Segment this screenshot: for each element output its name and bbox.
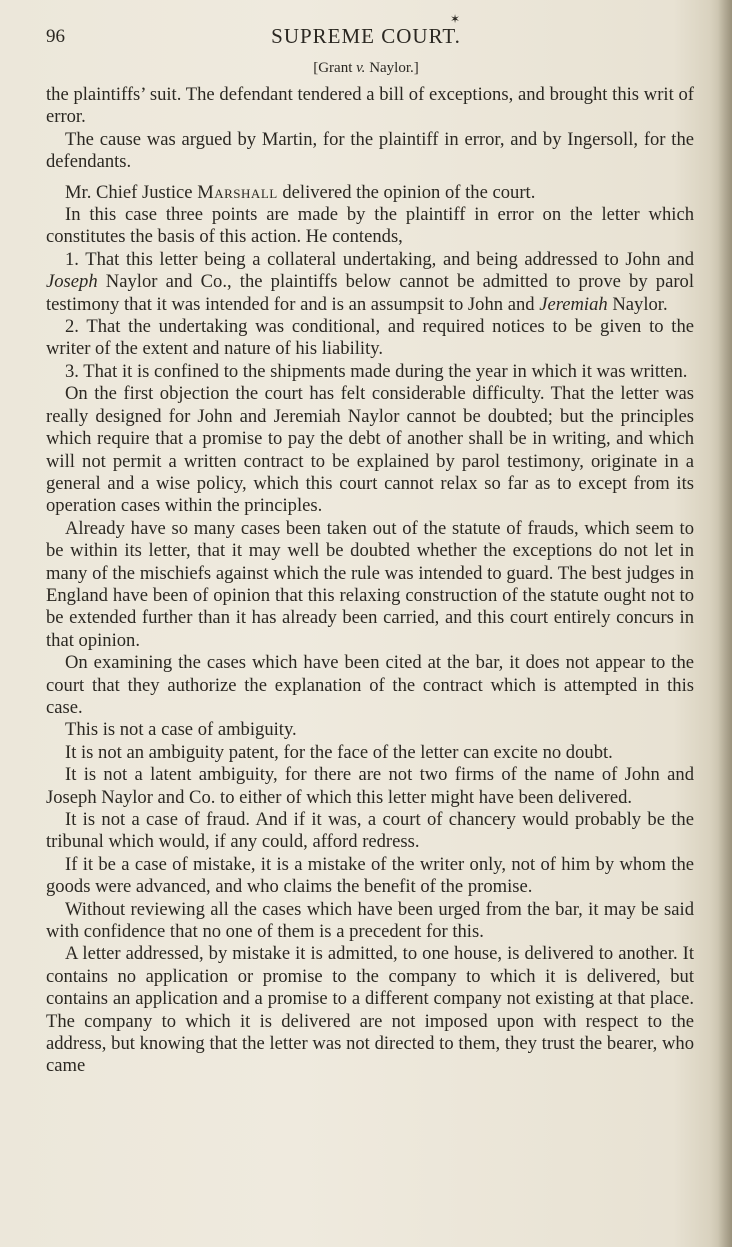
- printer-mark-icon: ✶: [450, 12, 461, 26]
- paragraph-5: [46, 249, 694, 316]
- paragraph-2: The cause was argued by Martin, for the plaintiff in error, and by Ingersoll, for the defendants.: [46, 128, 694, 173]
- paragraph-5-a: 1. That this letter being a collateral undertaking, and being addressed to John and: [65, 248, 694, 270]
- paragraph-10: On examining the cases which have been cited at the bar, it does not appear to the court that they authorize the explanation of the contract which is attempted in this case.: [46, 652, 694, 718]
- opinion-body: [46, 84, 694, 1078]
- paragraph-5-d: Jeremiah: [539, 293, 608, 315]
- paragraph-3-pre: Mr. Chief Justice: [65, 181, 198, 203]
- paragraph-9: Already have so many cases been taken out of the statute of frauds, which seem to be within its letter, that it may well be doubted whether the exceptions do not let in many of the mischiefs against which the rule was intended to guard. The best judges in England have been of opinion that this relaxing construction of the statute ought not to be extended further than it has already been carried, and this court entirely concurs in that opinion.: [46, 517, 694, 651]
- paragraph-5-e: Naylor.: [607, 293, 668, 315]
- case-caption-open: [Grant: [313, 60, 357, 76]
- paragraph-5-c: Naylor and Co., the plaintiffs below cannot be admitted to prove by parol testimony that it was intended for and is an assumpsit to John and: [46, 271, 694, 315]
- paragraph-3-post: delivered the opinion of the court.: [277, 181, 536, 203]
- paragraph-1: the plaintiffs’ suit. The defendant tendered a bill of exceptions, and brought this writ of error.: [46, 84, 694, 128]
- paragraph-14: It is not a case of fraud. And if it was, a court of chancery would probably be the tribunal which would, if any could, afford redress.: [46, 809, 694, 853]
- justice-name: Marshall: [197, 181, 278, 203]
- paragraph-16: Without reviewing all the cases which have been urged from the bar, it may be said with confidence that no one of them is a precedent for this.: [46, 898, 694, 943]
- paragraph-11: This is not a case of ambiguity.: [65, 719, 297, 741]
- paragraph-17: A letter addressed, by mistake it is admitted, to one house, is delivered to another. It contains no application or promise to the company to which it is delivered, but contains an application and a promise to a different company not existing at that place. The company to which it is delivered are not imposed upon with respect to the address, but knowing that the letter was not directed to them, they trust the bearer, who came: [46, 943, 694, 1077]
- paragraph-15: If it be a case of mistake, it is a mistake of the writer only, not of him by whom the goods were advanced, and who claims the benefit of the promise.: [46, 853, 694, 898]
- paragraph-12: It is not an ambiguity patent, for the face of the letter can excite no doubt.: [65, 741, 613, 763]
- paragraph-4: In this case three points are made by the plaintiff in error on the letter which constitutes the basis of this action. He contends,: [46, 204, 694, 248]
- paragraph-6: 2. That the undertaking was conditional, and required notices to be given to the writer of the extent and nature of his liability.: [46, 316, 694, 360]
- page-edge-shadow: [718, 0, 732, 1247]
- case-caption-close: Naylor.]: [365, 60, 419, 76]
- paragraph-3: [46, 182, 694, 204]
- paragraph-5-b: Joseph: [46, 271, 98, 293]
- running-title: SUPREME COURT.: [271, 24, 461, 48]
- paragraph-8: On the first objection the court has felt considerable difficulty. That the letter was really designed for John and Jeremiah Naylor cannot be doubted; but the principles which require that a promise to pay the debt of another shall be in writing, and which will not permit a written contract to be explained by parol testimony, originate in a general and a wise policy, which this court cannot relax so far as to except from its operation cases within the principles.: [46, 383, 694, 517]
- paragraph-13: It is not a latent ambiguity, for there are not two firms of the name of John and Joseph Naylor and Co. to either of which this letter might have been delivered.: [46, 764, 694, 808]
- paragraph-7: 3. That it is confined to the shipments made during the year in which it was written.: [65, 360, 688, 382]
- page-number: 96: [46, 26, 65, 47]
- case-caption-versus: v.: [356, 60, 366, 76]
- page-header: [46, 12, 686, 54]
- case-caption: [0, 60, 732, 77]
